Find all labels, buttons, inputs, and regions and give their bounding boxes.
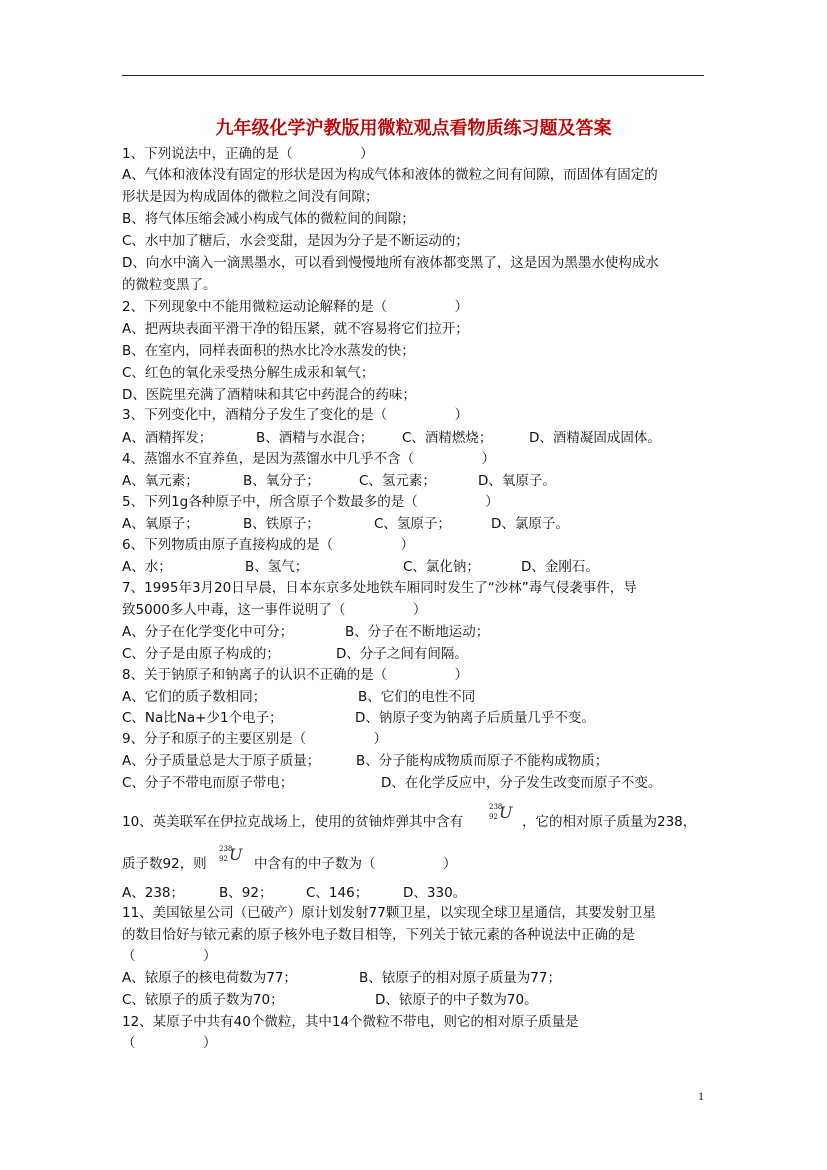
question-3-option-a: A、酒精挥发； [122,430,213,446]
question-8-option-d: D、钠原子变为钠离子后质量几乎不变。 [355,710,595,726]
question-5-option-b: B、铁原子； [243,516,320,532]
uranium-238-symbol-2 [219,845,253,871]
question-1-option-a-cont: 形状是因为构成固体的微粒之间没有间隙； [122,189,379,205]
page-number: 1 [698,1089,704,1103]
question-2-option-a: A、把两块表面平滑干净的铅压紧，就不容易将它们拉开； [122,321,469,337]
question-8-option-a: A、它们的质子数相同； [122,689,267,705]
question-11-option-a: A、铱原子的核电荷数为77； [122,970,297,986]
question-10-stem-part1: 10、英美联军在伊拉克战场上，使用的贫铀炸弹其中含有 [122,814,464,830]
question-9-option-d: D、在化学反应中，分子发生改变而原子不变。 [381,775,662,791]
question-4-option-d: D、氧原子。 [478,473,556,489]
question-5-stem: 5、下列1g各种原子中，所含原子个数最多的是（ ） [122,494,499,510]
question-9-option-b: B、分子能构成物质而原子不能构成物质； [356,753,609,769]
question-8-option-b: B、它们的电性不同 [358,689,476,705]
question-9-option-c: C、分子不带电而原子带电； [122,775,294,791]
question-10-option-c: C、146； [306,885,369,901]
question-8-option-c: C、Na比Na+少1个电子； [122,710,283,726]
question-12-stem: 12、某原子中共有40个微粒，其中14个微粒不带电，则它的相对原子质量是 [122,1014,579,1030]
question-4-option-a: A、氧元素； [122,473,199,489]
question-2-option-c: C、红色的氧化汞受热分解生成汞和氧气； [122,365,375,381]
question-4-option-c: C、氢元素； [359,473,436,489]
question-5-option-c: C、氢原子； [374,516,451,532]
question-2-option-b: B、在室内，同样表面积的热水比冷水蒸发的快； [122,343,415,359]
question-7-option-a: A、分子在化学变化中可分； [122,624,294,640]
question-11-stem-cont: 的数目恰好与铱元素的原子核外电子数目相等，下列关于铱元素的各种说法中正确的是 [122,927,635,943]
question-10-stem-part4: 中含有的中子数为（ ） [254,856,457,872]
question-5-option-a: A、氧原子； [122,516,199,532]
question-1-option-d: D、向水中滴入一滴黑墨水，可以看到慢慢地所有液体都变黑了，这是因为黑墨水使构成水 [122,255,659,271]
question-1-option-a: A、气体和液体没有固定的形状是因为构成气体和液体的微粒之间有间隙，而固体有固定的 [122,167,658,183]
question-4-option-b: B、氧分子； [243,473,320,489]
question-7-option-d: D、分子之间有间隔。 [336,646,468,662]
isotope-atomic-number: 92 [219,855,228,863]
question-6-stem: 6、下列物质由原子直接构成的是（ ） [122,537,415,553]
question-1-option-d-cont: 的微粒变黑了。 [122,277,217,293]
question-12-answer-blank: （ ） [122,1035,217,1051]
question-7-option-c: C、分子是由原子构成的； [122,646,280,662]
question-10-option-b: B、92； [219,885,273,901]
isotope-element-symbol: U [499,803,513,822]
question-3-option-b: B、酒精与水混合； [256,430,374,446]
isotope-mass-number: 238 [489,803,503,811]
isotope-element-symbol: U [229,845,243,864]
question-2-stem: 2、下列现象中不能用微粒运动论解释的是（ ） [122,299,469,315]
question-11-option-b: B、铱原子的相对原子质量为77； [359,970,561,986]
question-11-option-c: C、铱原子的质子数为70； [122,992,284,1008]
question-10-option-d: D、330。 [403,885,467,901]
question-1-option-b: B、将气体压缩会减小构成气体的微粒间的间隙； [122,211,415,227]
question-6-option-c: C、氯化钠； [403,559,480,575]
question-6-option-b: B、氢气； [245,559,309,575]
uranium-238-symbol [489,803,523,829]
question-11-option-d: D、铱原子的中子数为70。 [375,992,538,1008]
question-6-option-a: A、水； [122,559,172,575]
question-9-option-a: A、分子质量总是大于原子质量； [122,753,321,769]
question-3-option-c: C、酒精燃烧； [402,430,493,446]
question-1-stem: 1、下列说法中，正确的是（ ） [122,146,374,162]
question-1-option-c: C、水中加了糖后，水会变甜，是因为分子是不断运动的； [122,233,469,249]
question-3-option-d: D、酒精凝固成固体。 [529,430,661,446]
question-11-answer-blank: （ ） [122,948,217,964]
question-7-stem-cont: 致5000多人中毒，这一事件说明了（ ） [122,602,427,618]
isotope-atomic-number: 92 [489,813,498,821]
question-2-option-d: D、医院里充满了酒精味和其它中药混合的药味； [122,387,416,403]
question-7-stem: 7、1995年3月20日早晨，日本东京多处地铁车厢同时发生了“沙林”毒气侵袭事件，导 [122,580,637,596]
isotope-mass-number: 238 [219,845,233,853]
question-10-option-a: A、238； [122,885,185,901]
question-3-stem: 3、下列变化中，酒精分子发生了变化的是（ ） [122,407,469,423]
question-6-option-d: D、金刚石。 [521,559,599,575]
question-8-stem: 8、关于钠原子和钠离子的认识不正确的是（ ） [122,667,469,683]
document-title: 九年级化学沪教版用微粒观点看物质练习题及答案 [215,118,612,139]
question-11-stem: 11、美国铱星公司（已破产）原计划发射77颗卫星，以实现全球卫星通信，其要发射卫星 [122,905,656,921]
question-7-option-b: B、分子在不断地运动； [345,624,490,640]
question-4-stem: 4、蒸馏水不宜养鱼，是因为蒸馏水中几乎不含（ ） [122,451,496,467]
question-10-stem-part3: 质子数92，则 [122,856,207,872]
question-10-stem-part2: ，它的相对原子质量为238， [522,814,697,830]
question-9-stem: 9、分子和原子的主要区别是（ ） [122,731,388,747]
question-5-option-d: D、氯原子。 [491,516,569,532]
header-rule [122,75,704,76]
